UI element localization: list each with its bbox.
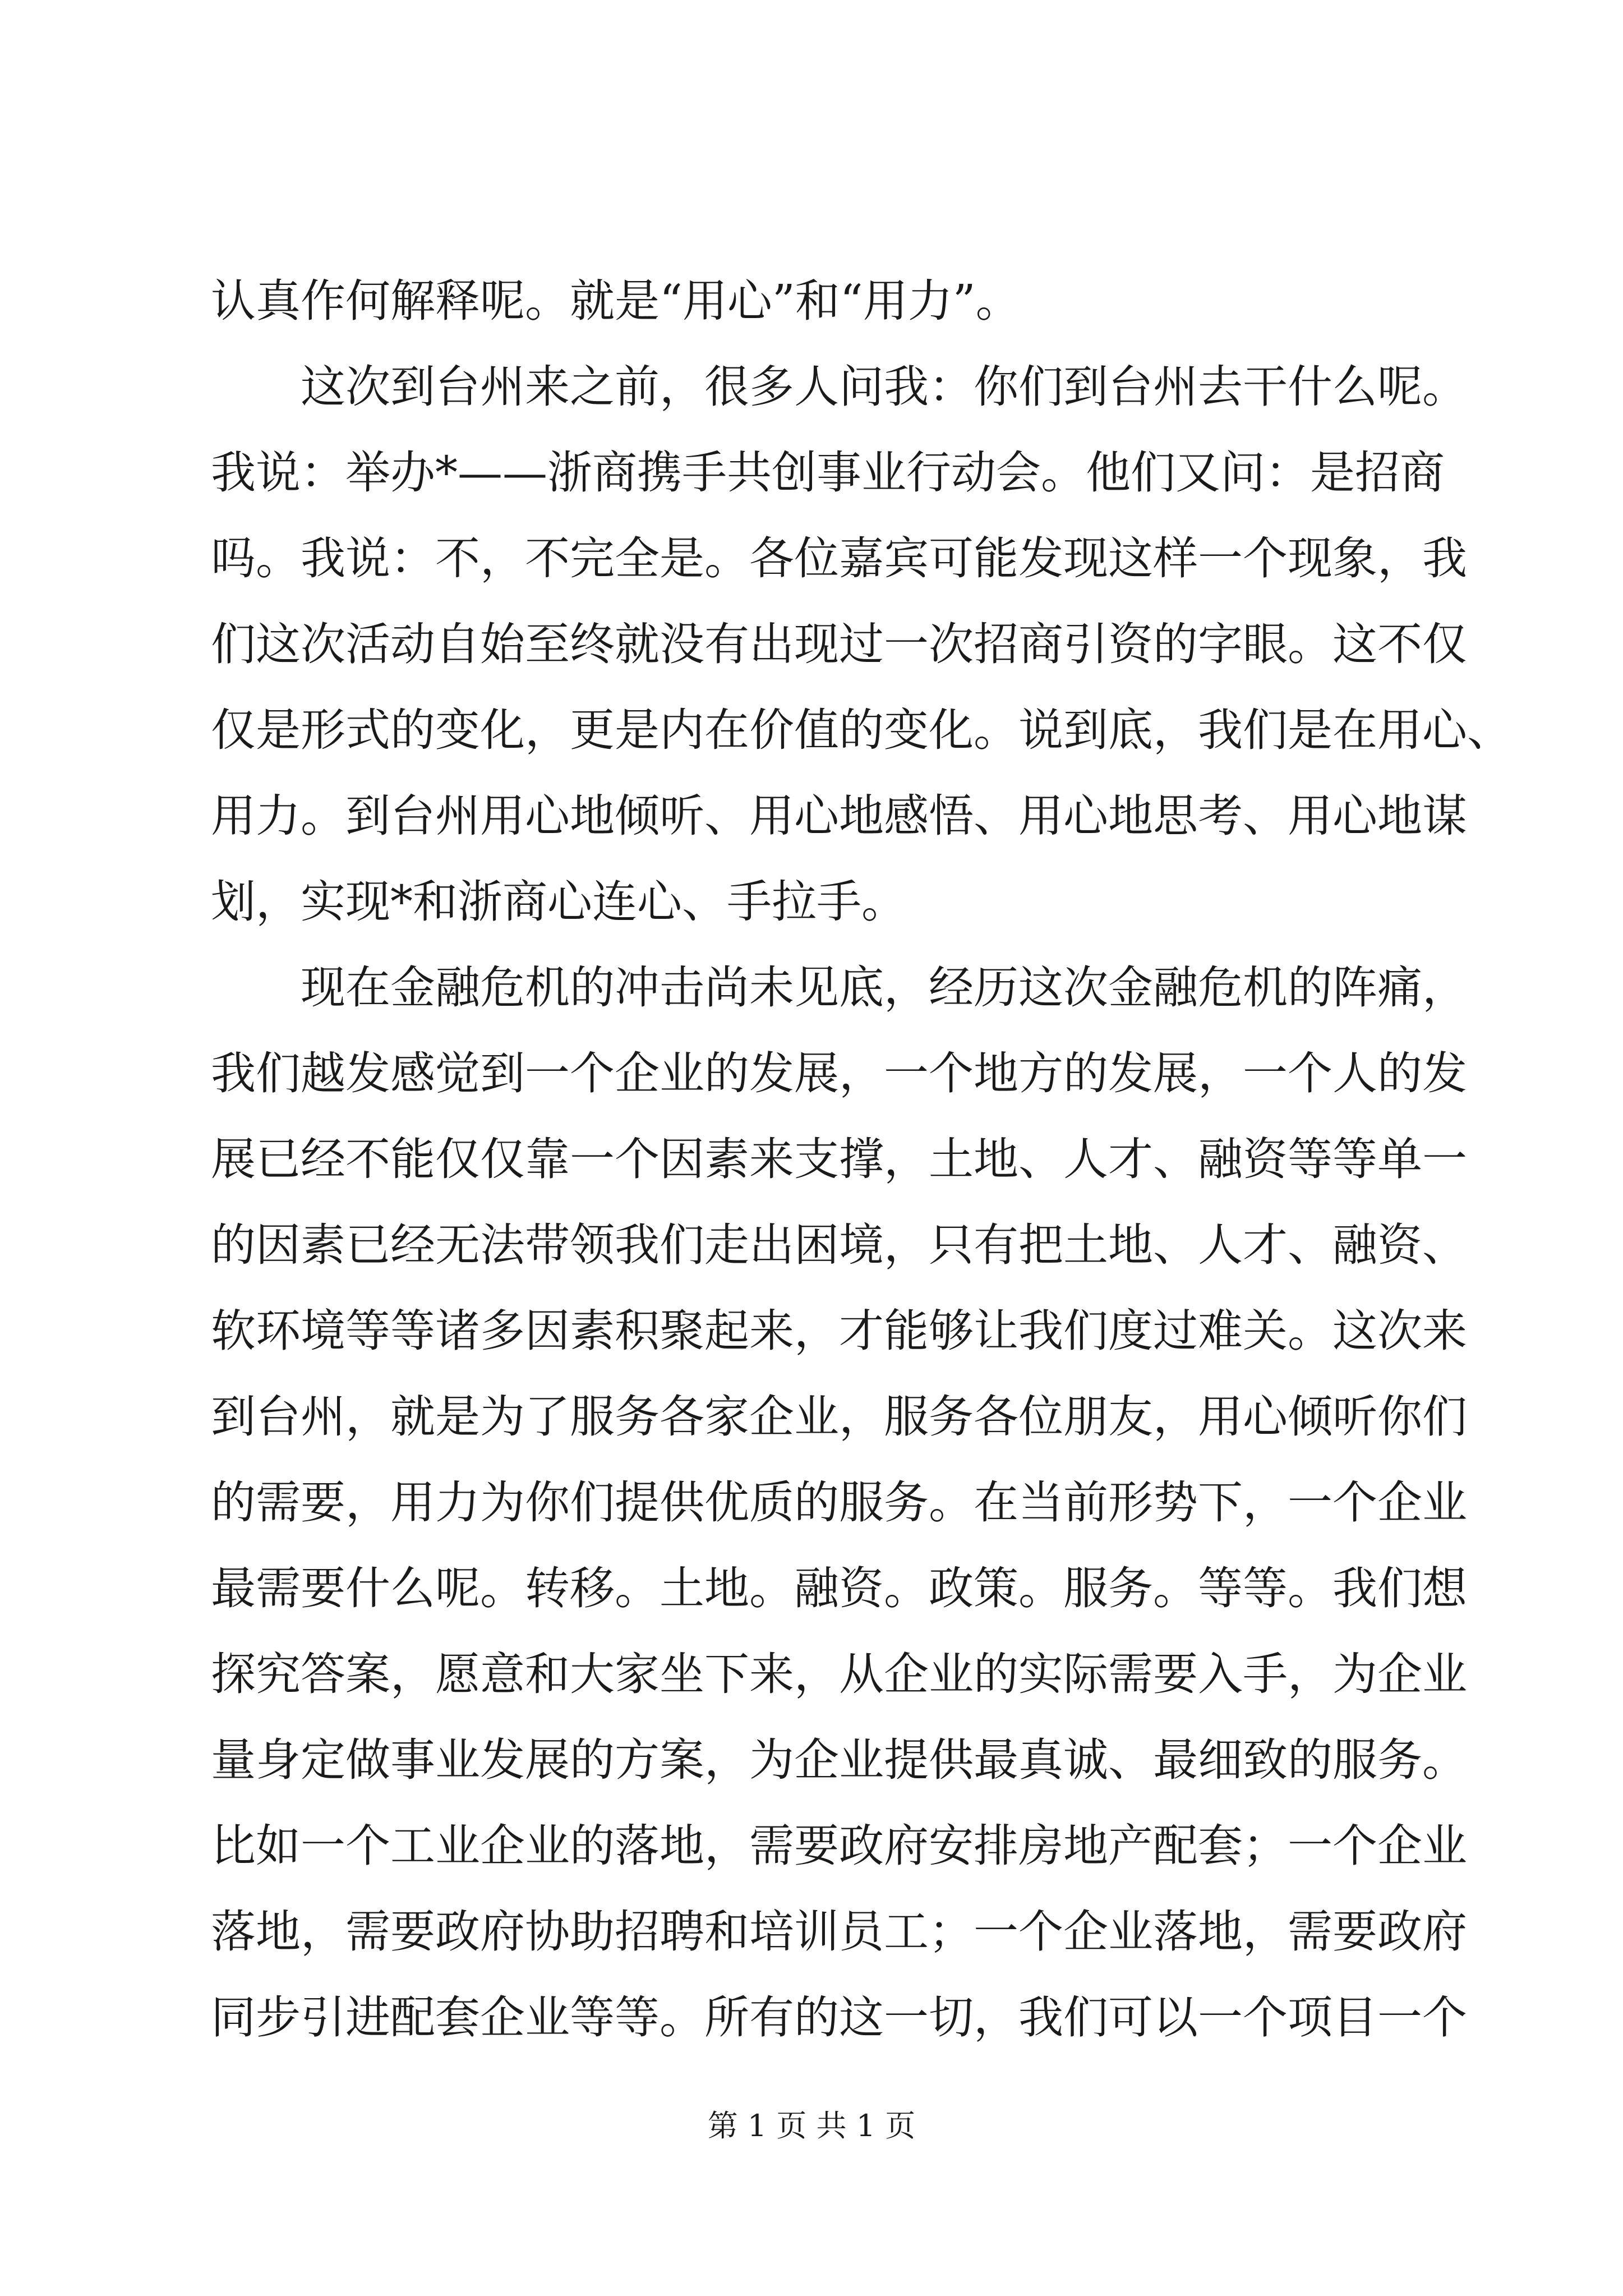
text-line: 落地，需要政府协助招聘和培训员工；一个企业落地，需要政府 <box>211 1906 1467 1958</box>
text-line: 仅是形式的变化，更是内在价值的变化。说到底，我们是在用心、 <box>211 704 1512 756</box>
page-footer: 第 1 页 共 1 页 <box>707 2108 916 2143</box>
text-line: 认真作何解释呢。就是“用心”和“用力”。 <box>211 275 1021 327</box>
text-line: 的因素已经无法带领我们走出困境，只有把土地、人才、融资、 <box>211 1219 1467 1271</box>
text-line: 用力。到台州用心地倾听、用心地感悟、用心地思考、用心地谋 <box>211 790 1467 842</box>
text-line: 现在金融危机的冲击尚未见底，经历这次金融危机的阵痛， <box>301 961 1467 1014</box>
text-line: 探究答案，愿意和大家坐下来，从企业的实际需要入手，为企业 <box>211 1648 1467 1700</box>
text-line: 我们越发感觉到一个企业的发展，一个地方的发展，一个人的发 <box>211 1047 1467 1099</box>
body-text <box>211 258 1512 2060</box>
text-line: 比如一个工业企业的落地，需要政府安排房地产配套；一个企业 <box>211 1820 1467 1872</box>
text-line: 划，实现*和浙商心连心、手拉手。 <box>211 876 906 928</box>
text-line: 吗。我说：不，不完全是。各位嘉宾可能发现这样一个现象，我 <box>211 532 1467 585</box>
text-line: 们这次活动自始至终就没有出现过一次招商引资的字眼。这不仅 <box>211 618 1467 670</box>
text-line: 最需要什么呢。转移。土地。融资。政策。服务。等等。我们想 <box>211 1562 1467 1614</box>
text-line: 软环境等等诸多因素积聚起来，才能够让我们度过难关。这次来 <box>211 1305 1467 1357</box>
text-line: 这次到台州来之前，很多人问我：你们到台州去干什么呢。 <box>301 361 1467 413</box>
text-line: 展已经不能仅仅靠一个因素来支撑，土地、人才、融资等等单一 <box>211 1133 1467 1185</box>
text-line: 到台州，就是为了服务各家企业，服务各位朋友，用心倾听你们 <box>211 1391 1467 1443</box>
text-line: 量身定做事业发展的方案，为企业提供最真诚、最细致的服务。 <box>211 1734 1467 1786</box>
text-line: 的需要，用力为你们提供优质的服务。在当前形势下，一个企业 <box>211 1476 1467 1529</box>
text-line: 我说：举办*——浙商携手共创事业行动会。他们又问：是招商 <box>211 447 1445 499</box>
text-line: 同步引进配套企业等等。所有的这一切，我们可以一个项目一个 <box>211 1991 1467 2044</box>
